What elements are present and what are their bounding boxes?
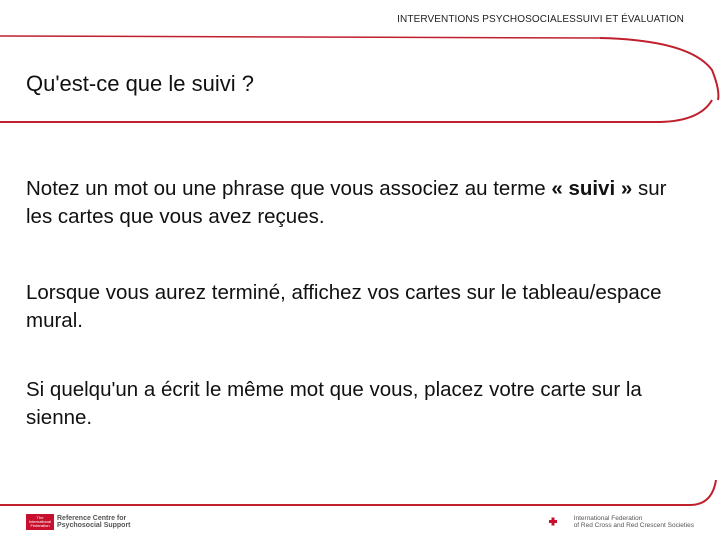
instruction-paragraph-1 — [26, 175, 696, 231]
right-logo-line2: of Red Cross and Red Crescent Societies — [573, 522, 694, 529]
header-section: INTERVENTIONS PSYCHOSOCIALES — [397, 14, 576, 25]
footer-curve-line — [0, 480, 720, 540]
p1-text-end: sur les cartes que vous avez reçues. — [26, 177, 667, 228]
left-logo-line1: Reference Centre for — [57, 514, 127, 522]
header-breadcrumb — [397, 14, 684, 25]
reference-centre-logo-text — [57, 515, 131, 530]
page-title: Qu'est-ce que le suivi ? — [26, 71, 254, 96]
instruction-paragraph-3: Si quelqu'un a écrit le même mot que vous, placez votre carte sur la sienne. — [26, 378, 642, 429]
right-logo-line1: International Federation — [573, 515, 643, 522]
ifrc-logo-text — [574, 515, 694, 529]
red-cross-crescent-icon — [546, 515, 570, 529]
p1-text-start: Notez un mot ou une phrase que vous associez au terme — [26, 177, 552, 200]
ifrc-red-mark-icon — [26, 514, 54, 530]
header-subsection: SUIVI ET ÉVALUATION — [575, 14, 684, 25]
left-logo-line2: Psychosocial Support — [57, 522, 131, 529]
ifrc-logo — [546, 513, 694, 531]
p1-keyword: « suivi » — [551, 177, 633, 200]
instruction-paragraph-2: Lorsque vous aurez terminé, affichez vos cartes sur le tableau/espace mural. — [26, 281, 662, 332]
logo-mark-text: The International Federation — [28, 515, 51, 528]
reference-centre-logo — [26, 513, 131, 531]
